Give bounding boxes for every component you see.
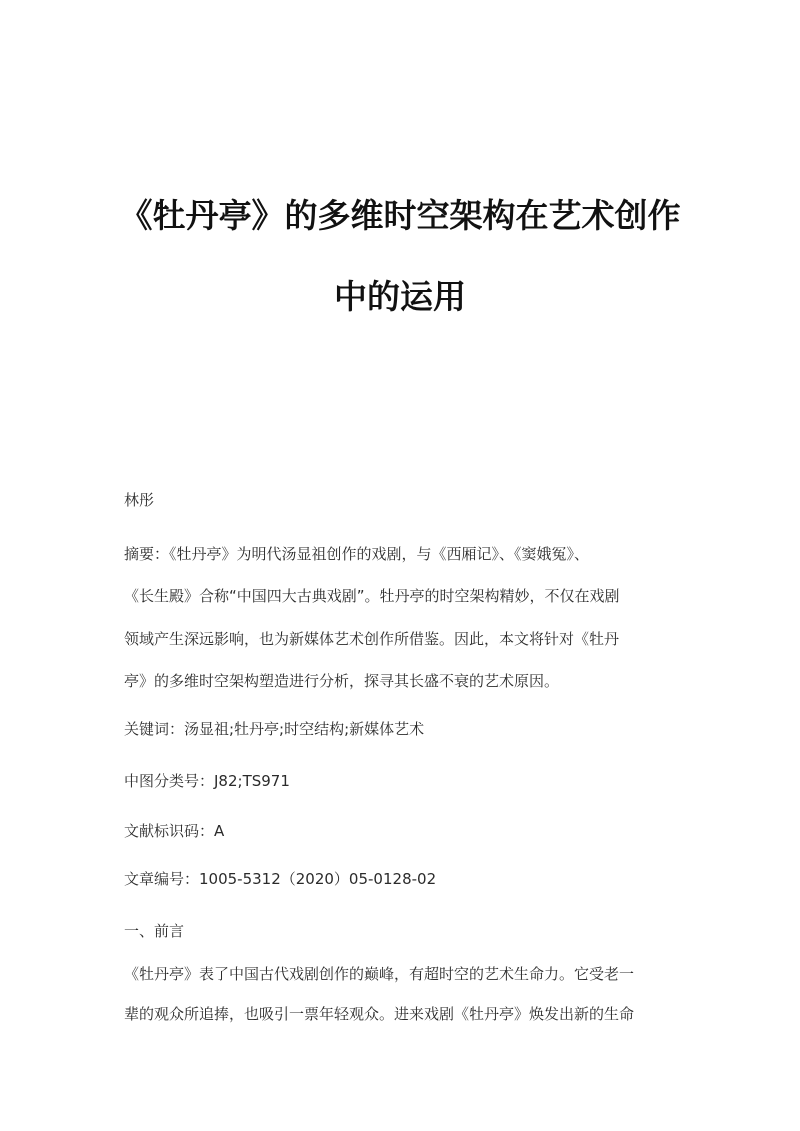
document-code: 文献标识码：A [124,822,225,840]
paper-title-line-1: 《牡丹亭》的多维时空架构在艺术创作 [119,196,681,235]
abstract-line-1: 摘要：《牡丹亭》为明代汤显祖创作的戏剧，与《西厢记》、《窦娥冤》、 [124,545,590,563]
section-heading: 一、前言 [124,922,185,940]
paper-title-line-2: 中的运用 [334,277,466,316]
abstract-line-4: 亭》的多维时空架构塑造进行分析，探寻其长盛不衰的艺术原因。 [124,672,560,690]
article-number: 文章编号：1005-5312（2020）05-0128-02 [124,870,437,888]
abstract-line-2: 《长生殿》合称“中国四大古典戏剧”。牡丹亭的时空架构精妙，不仅在戏剧 [124,587,620,605]
paragraph-line-1: 《牡丹亭》表了中国古代戏剧创作的巅峰，有超时空的艺术生命力。它受老一 [124,965,635,983]
paragraph-line-2: 辈的观众所追捧，也吸引一票年轻观众。进来戏剧《牡丹亭》焕发出新的生命 [124,1005,635,1023]
author-name: 林彤 [124,491,155,509]
keywords: 关键词：汤显祖;牡丹亭;时空结构;新媒体艺术 [124,720,425,738]
clc-number: 中图分类号：J82;TS971 [124,772,290,790]
abstract-line-3: 领域产生深远影响，也为新媒体艺术创作所借鉴。因此，本文将针对《牡丹 [124,630,620,648]
